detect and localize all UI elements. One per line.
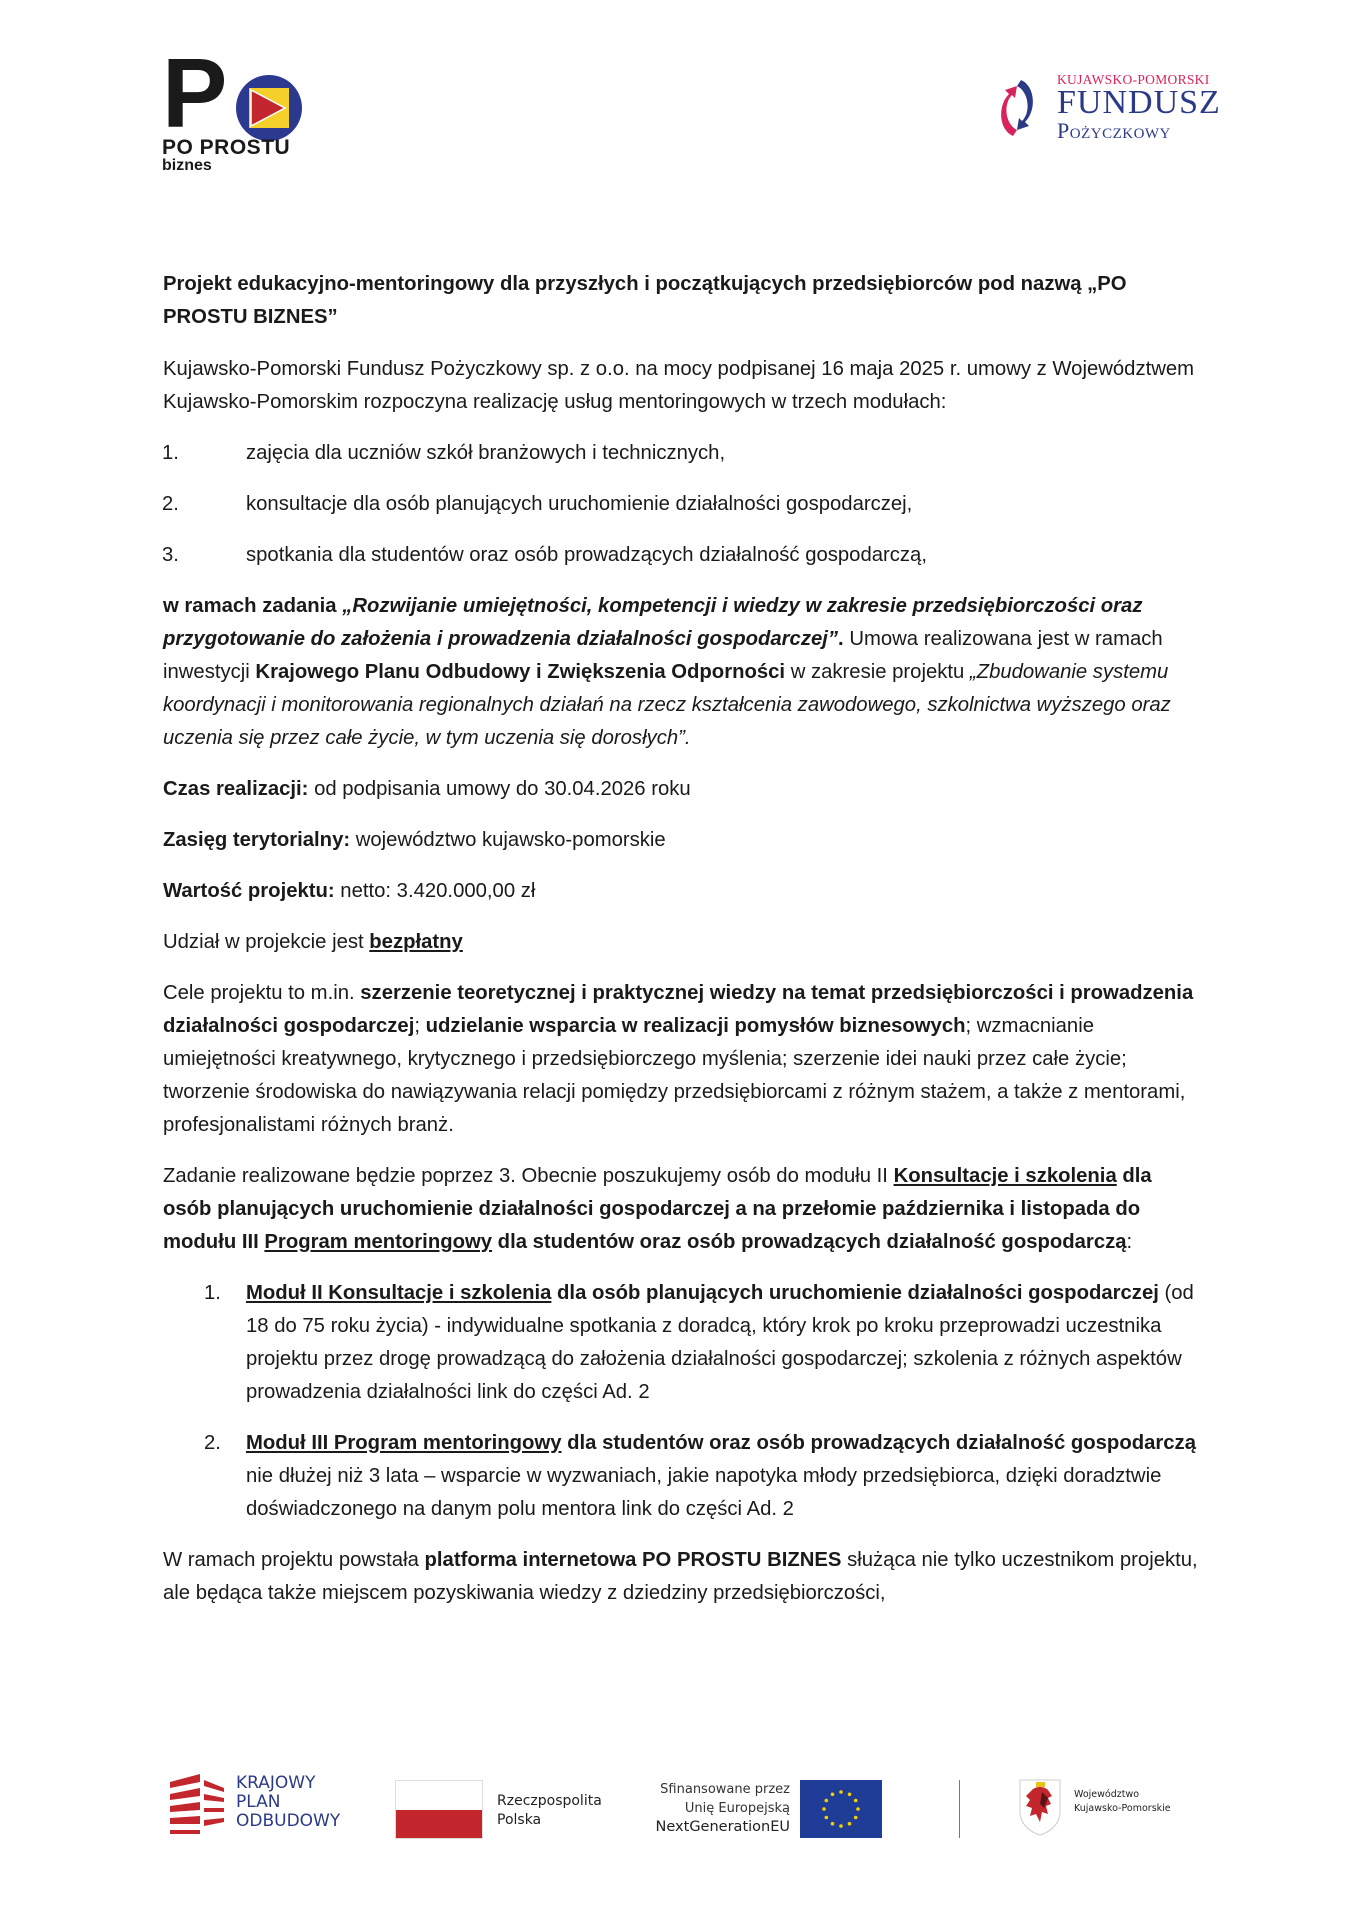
kpo-name: Krajowego Planu Odbudowy i Zwiększenia Odporności — [255, 661, 786, 683]
wkp-text — [1074, 1788, 1171, 1816]
kpo-line-1: KRAJOWY — [236, 1773, 316, 1793]
recruitment-mid-2: dla studentów oraz osób prowadzących działalność gospodarczą — [492, 1231, 1127, 1253]
eu-line-3: NextGenerationEU — [655, 1819, 790, 1835]
intro-paragraph: Kujawsko-Pomorski Fundusz Pożyczkowy sp. z o.o. na mocy podpisanej 16 maja 2025 r. umowy z Województwem Kujawsko-Pomorskim rozpoczyna realizację usług mentoringowych w trzech modułach: — [163, 358, 1195, 413]
fact-label: Czas realizacji: — [163, 778, 309, 800]
platform-lead: W ramach projektu powstała — [163, 1549, 425, 1571]
free-emphasis: bezpłatny — [369, 931, 463, 953]
logo-subtitle: biznes — [162, 157, 212, 174]
module-title[interactable]: Moduł III Program mentoringowy — [246, 1432, 562, 1454]
fact-value: od podpisania umowy do 30.04.2026 roku — [308, 778, 691, 800]
document-title: Projekt edukacyjno-mentoringowy dla przyszłych i początkujących przedsiębiorców pod nazwą „PO PROSTU BIZNES” — [163, 273, 1127, 328]
module-bold: dla osób planujących uruchomienie działalności gospodarczej — [551, 1282, 1159, 1304]
goals-lead: Cele projektu to m.in. — [163, 982, 361, 1004]
fact-duration — [163, 773, 1203, 806]
goal-2: udzielanie wsparcia w realizacji pomysłów biznesowych — [425, 1015, 966, 1037]
kpo-line-3: ODBUDOWY — [236, 1811, 341, 1831]
list-item — [163, 1427, 1203, 1526]
eu-star-icon — [825, 1816, 829, 1820]
platform-name: platforma internetowa PO PROSTU BIZNES — [424, 1549, 842, 1571]
platform-paragraph — [163, 1544, 1203, 1610]
eu-line-1: Sfinansowane przez — [660, 1782, 790, 1797]
fact-label: Zasięg terytorialny: — [163, 829, 351, 851]
eu-star-icon — [831, 1822, 835, 1826]
participation-paragraph — [163, 926, 1203, 959]
coat-of-arms-icon — [1018, 1778, 1062, 1836]
list-item — [163, 1277, 1203, 1409]
rp-text — [497, 1792, 602, 1830]
logo-letter-p: P — [162, 38, 226, 148]
eu-star-icon — [856, 1807, 860, 1811]
eu-star-icon — [854, 1816, 858, 1820]
kujawsko-pomorski-fundusz-logo — [995, 68, 1225, 153]
list-text: zajęcia dla uczniów szkół branżowych i technicznych, — [246, 442, 726, 464]
list-item — [163, 437, 1203, 470]
participation-text: Udział w projekcie jest — [163, 931, 370, 953]
fact-value: netto: 3.420.000,00 zł — [334, 880, 536, 902]
eu-star-icon — [831, 1793, 835, 1797]
fact-territory — [163, 824, 1203, 857]
eu-star-icon — [854, 1799, 858, 1803]
task-dot: . — [838, 628, 844, 650]
region-line-1: Województwo — [1074, 1789, 1140, 1800]
modules-list — [163, 437, 1203, 572]
task-name: „Rozwijanie umiejętności, kompetencji i wiedzy w zakresie przedsiębiorczości oraz przygotowanie do założenia i prowadzenia działalności gospodarczej” — [163, 595, 1143, 650]
fact-value-amount — [163, 875, 1203, 908]
footer-divider — [959, 1780, 960, 1838]
module-text: (od 18 do 75 roku życia) - indywidualne spotkania z doradcą, który krok po kroku przeprowadzi uczestnika projektu przez drogę prowadzącą do założenia działalności gospodarczej; szkolenia z różnych aspektów prowadzenia działalności link do części Ad. 2 — [246, 1282, 1194, 1403]
goal-1: szerzenie teoretycznej i praktycznej wiedzy na temat przedsiębiorczości i prowadzenia działalności gospodarczej — [163, 982, 1194, 1037]
rp-line-2: Polska — [497, 1812, 542, 1828]
platform-rest: służąca nie tylko uczestnikom projektu, ale będąca także miejscem pozyskiwania wiedzy z dziedziny przedsiębiorczości, — [163, 1549, 1198, 1604]
play-icon — [235, 74, 303, 142]
eu-star-icon — [848, 1822, 852, 1826]
logo-fund: FUNDUSZ — [1057, 84, 1221, 121]
eu-star-icon — [822, 1807, 826, 1811]
recruitment-lead: Zadanie realizowane będzie poprzez 3. Obecnie poszukujemy osób do modułu II — [163, 1165, 894, 1187]
goals-rest: ; wzmacnianie umiejętności kreatywnego, krytycznego i przedsiębiorczego myślenia; szerzenie idei nauki przez całe życie; tworzenie środowiska do nawiązywania relacji pomiędzy przedsiębiorcami z różnym stażem, a także z mentorami, profesjonalistami różnych branż. — [163, 1015, 1186, 1136]
goals-sep: ; — [414, 1015, 426, 1037]
module-details-list — [163, 1277, 1203, 1526]
list-item — [163, 488, 1203, 521]
eu-text — [650, 1780, 790, 1837]
rp-line-1: Rzeczpospolita — [497, 1793, 602, 1809]
list-number: 1. — [204, 1282, 221, 1304]
link-konsultacje[interactable]: Konsultacje i szkolenia — [893, 1165, 1117, 1187]
fact-value: województwo kujawsko-pomorskie — [350, 829, 666, 851]
fact-label: Wartość projektu: — [163, 880, 335, 902]
task-paragraph — [163, 590, 1203, 755]
list-text: spotkania dla studentów oraz osób prowadzących działalność gospodarczą, — [246, 544, 927, 566]
eu-star-icon — [848, 1793, 852, 1797]
list-number: 2. — [162, 493, 179, 515]
task-mid-2: w zakresie projektu — [785, 661, 970, 683]
recruitment-paragraph — [163, 1160, 1203, 1259]
polish-flag-icon — [395, 1780, 483, 1839]
logo-region: KUJAWSKO-POMORSKI — [1057, 72, 1210, 87]
po-prostu-biznes-logo — [162, 38, 312, 177]
list-number: 1. — [162, 442, 179, 464]
module-title[interactable]: Moduł II Konsultacje i szkolenia — [246, 1282, 552, 1304]
kpo-building-icon — [170, 1774, 226, 1834]
logo-loan: Pożyczkowy — [1057, 118, 1171, 143]
list-text: konsultacje dla osób planujących uruchomienie działalności gospodarczej, — [246, 493, 913, 515]
document-body — [163, 268, 1203, 1628]
recruitment-end: : — [1126, 1231, 1133, 1253]
eu-star-icon — [825, 1799, 829, 1803]
eu-star-icon — [839, 1790, 843, 1794]
list-item — [163, 539, 1203, 572]
goals-paragraph — [163, 977, 1203, 1142]
project-name: „Zbudowanie systemu koordynacji i monitorowania regionalnych działań na rzecz kształcenia zawodowego, szkolnictwa wyższego oraz uczenia się przez całe życie, w tym uczenia się dorosłych”. — [163, 661, 1171, 749]
recruitment-mid: dla osób planujących uruchomienie działalności gospodarczej a na przełomie października i listopada do modułu III — [163, 1165, 1152, 1253]
eu-star-icon — [839, 1824, 843, 1828]
list-number: 2. — [204, 1432, 221, 1454]
task-mid: Umowa realizowana jest w ramach inwestycji — [163, 628, 1163, 683]
module-text: nie dłużej niż 3 lata – wsparcie w wyzwaniach, jakie napotyka młody przedsiębiorca, dzięki doradztwie doświadczonego na danym polu mentora link do części Ad. 2 — [246, 1465, 1162, 1520]
footer-logos — [160, 1760, 1210, 1860]
region-line-2: Kujawsko-Pomorskie — [1074, 1803, 1171, 1814]
task-lead: w ramach zadania — [163, 595, 343, 617]
kpo-text — [236, 1774, 340, 1831]
eu-flag-icon — [800, 1780, 882, 1838]
module-bold: dla studentów oraz osób prowadzących działalność gospodarczą — [561, 1432, 1196, 1454]
link-program-mentoringowy[interactable]: Program mentoringowy — [264, 1231, 493, 1253]
logo-name: PO PROSTU — [162, 136, 291, 159]
circular-arrows-icon — [995, 76, 1039, 140]
eu-line-2: Unię Europejską — [684, 1801, 790, 1816]
kpo-line-2: PLAN — [236, 1792, 281, 1812]
list-number: 3. — [162, 544, 179, 566]
